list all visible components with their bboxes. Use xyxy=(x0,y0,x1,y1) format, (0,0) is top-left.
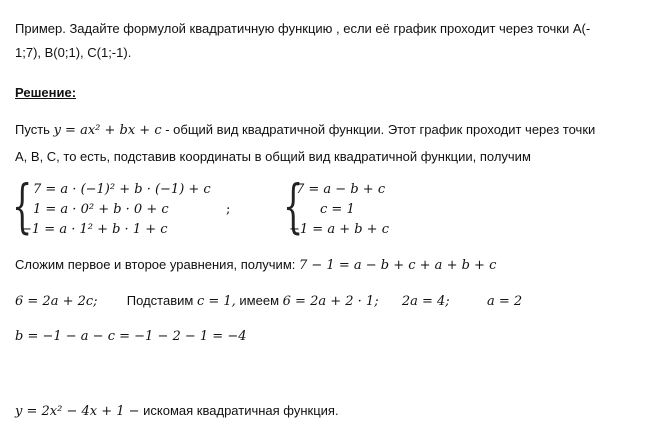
intro-formula: y = ax² + bx + c xyxy=(53,123,162,138)
result-formula: y = 2x² − 4x + 1 − xyxy=(15,404,140,419)
intro-prefix: Пусть xyxy=(15,122,50,137)
system-2-row-1: 7 = a − b + c xyxy=(296,182,386,197)
result-line xyxy=(15,402,339,421)
substitute-eq-2: c = 1, xyxy=(196,294,236,309)
intro-line-2: А, В, С, то есть, подставив координаты в общий вид квадратичной функции, получим xyxy=(15,149,531,164)
add-line xyxy=(15,256,496,275)
substitute-eq-1: 6 = 2a + 2c; xyxy=(15,294,98,309)
solution-heading: Решение: xyxy=(15,85,77,100)
system-1-row-3: −1 = a · 1² + b · 1 + c xyxy=(21,222,168,237)
system-1-row-1: 7 = a · (−1)² + b · (−1) + c xyxy=(33,182,211,197)
result-text: искомая квадратичная функция. xyxy=(143,403,339,418)
system-2-row-2: c = 1 xyxy=(320,202,355,217)
substitute-line xyxy=(15,292,522,311)
substitute-eq-3: 6 = 2a + 2 · 1; xyxy=(282,294,379,309)
substitute-eq-4: 2a = 4; xyxy=(401,294,450,309)
add-text: Сложим первое и второе уравнения, получим: xyxy=(15,257,296,272)
example-line-1: Пример. Задайте формулой квадратичную функцию , если её график проходит через точки А(- xyxy=(15,21,591,36)
intro-line-1 xyxy=(15,121,595,140)
system-1-row-2: 1 = a · 0² + b · 0 + c xyxy=(33,202,169,217)
system-2-brace: { xyxy=(283,172,304,240)
add-formula: 7 − 1 = a − b + c + a + b + c xyxy=(299,258,497,273)
substitute-text-2: имеем xyxy=(239,293,280,308)
substitute-eq-5: a = 2 xyxy=(486,294,523,309)
b-value-line: b = −1 − a − c = −1 − 2 − 1 = −4 xyxy=(15,329,247,344)
intro-rest: - общий вид квадратичной функции. Этот график проходит через точки xyxy=(165,122,596,137)
substitute-text-1: Подставим xyxy=(126,293,194,308)
system-1-brace: { xyxy=(12,172,33,240)
system-2-row-3: −1 = a + b + c xyxy=(289,222,389,237)
system-separator: ; xyxy=(226,202,231,217)
example-line-2: 1;7), В(0;1), С(1;-1). xyxy=(15,45,132,60)
